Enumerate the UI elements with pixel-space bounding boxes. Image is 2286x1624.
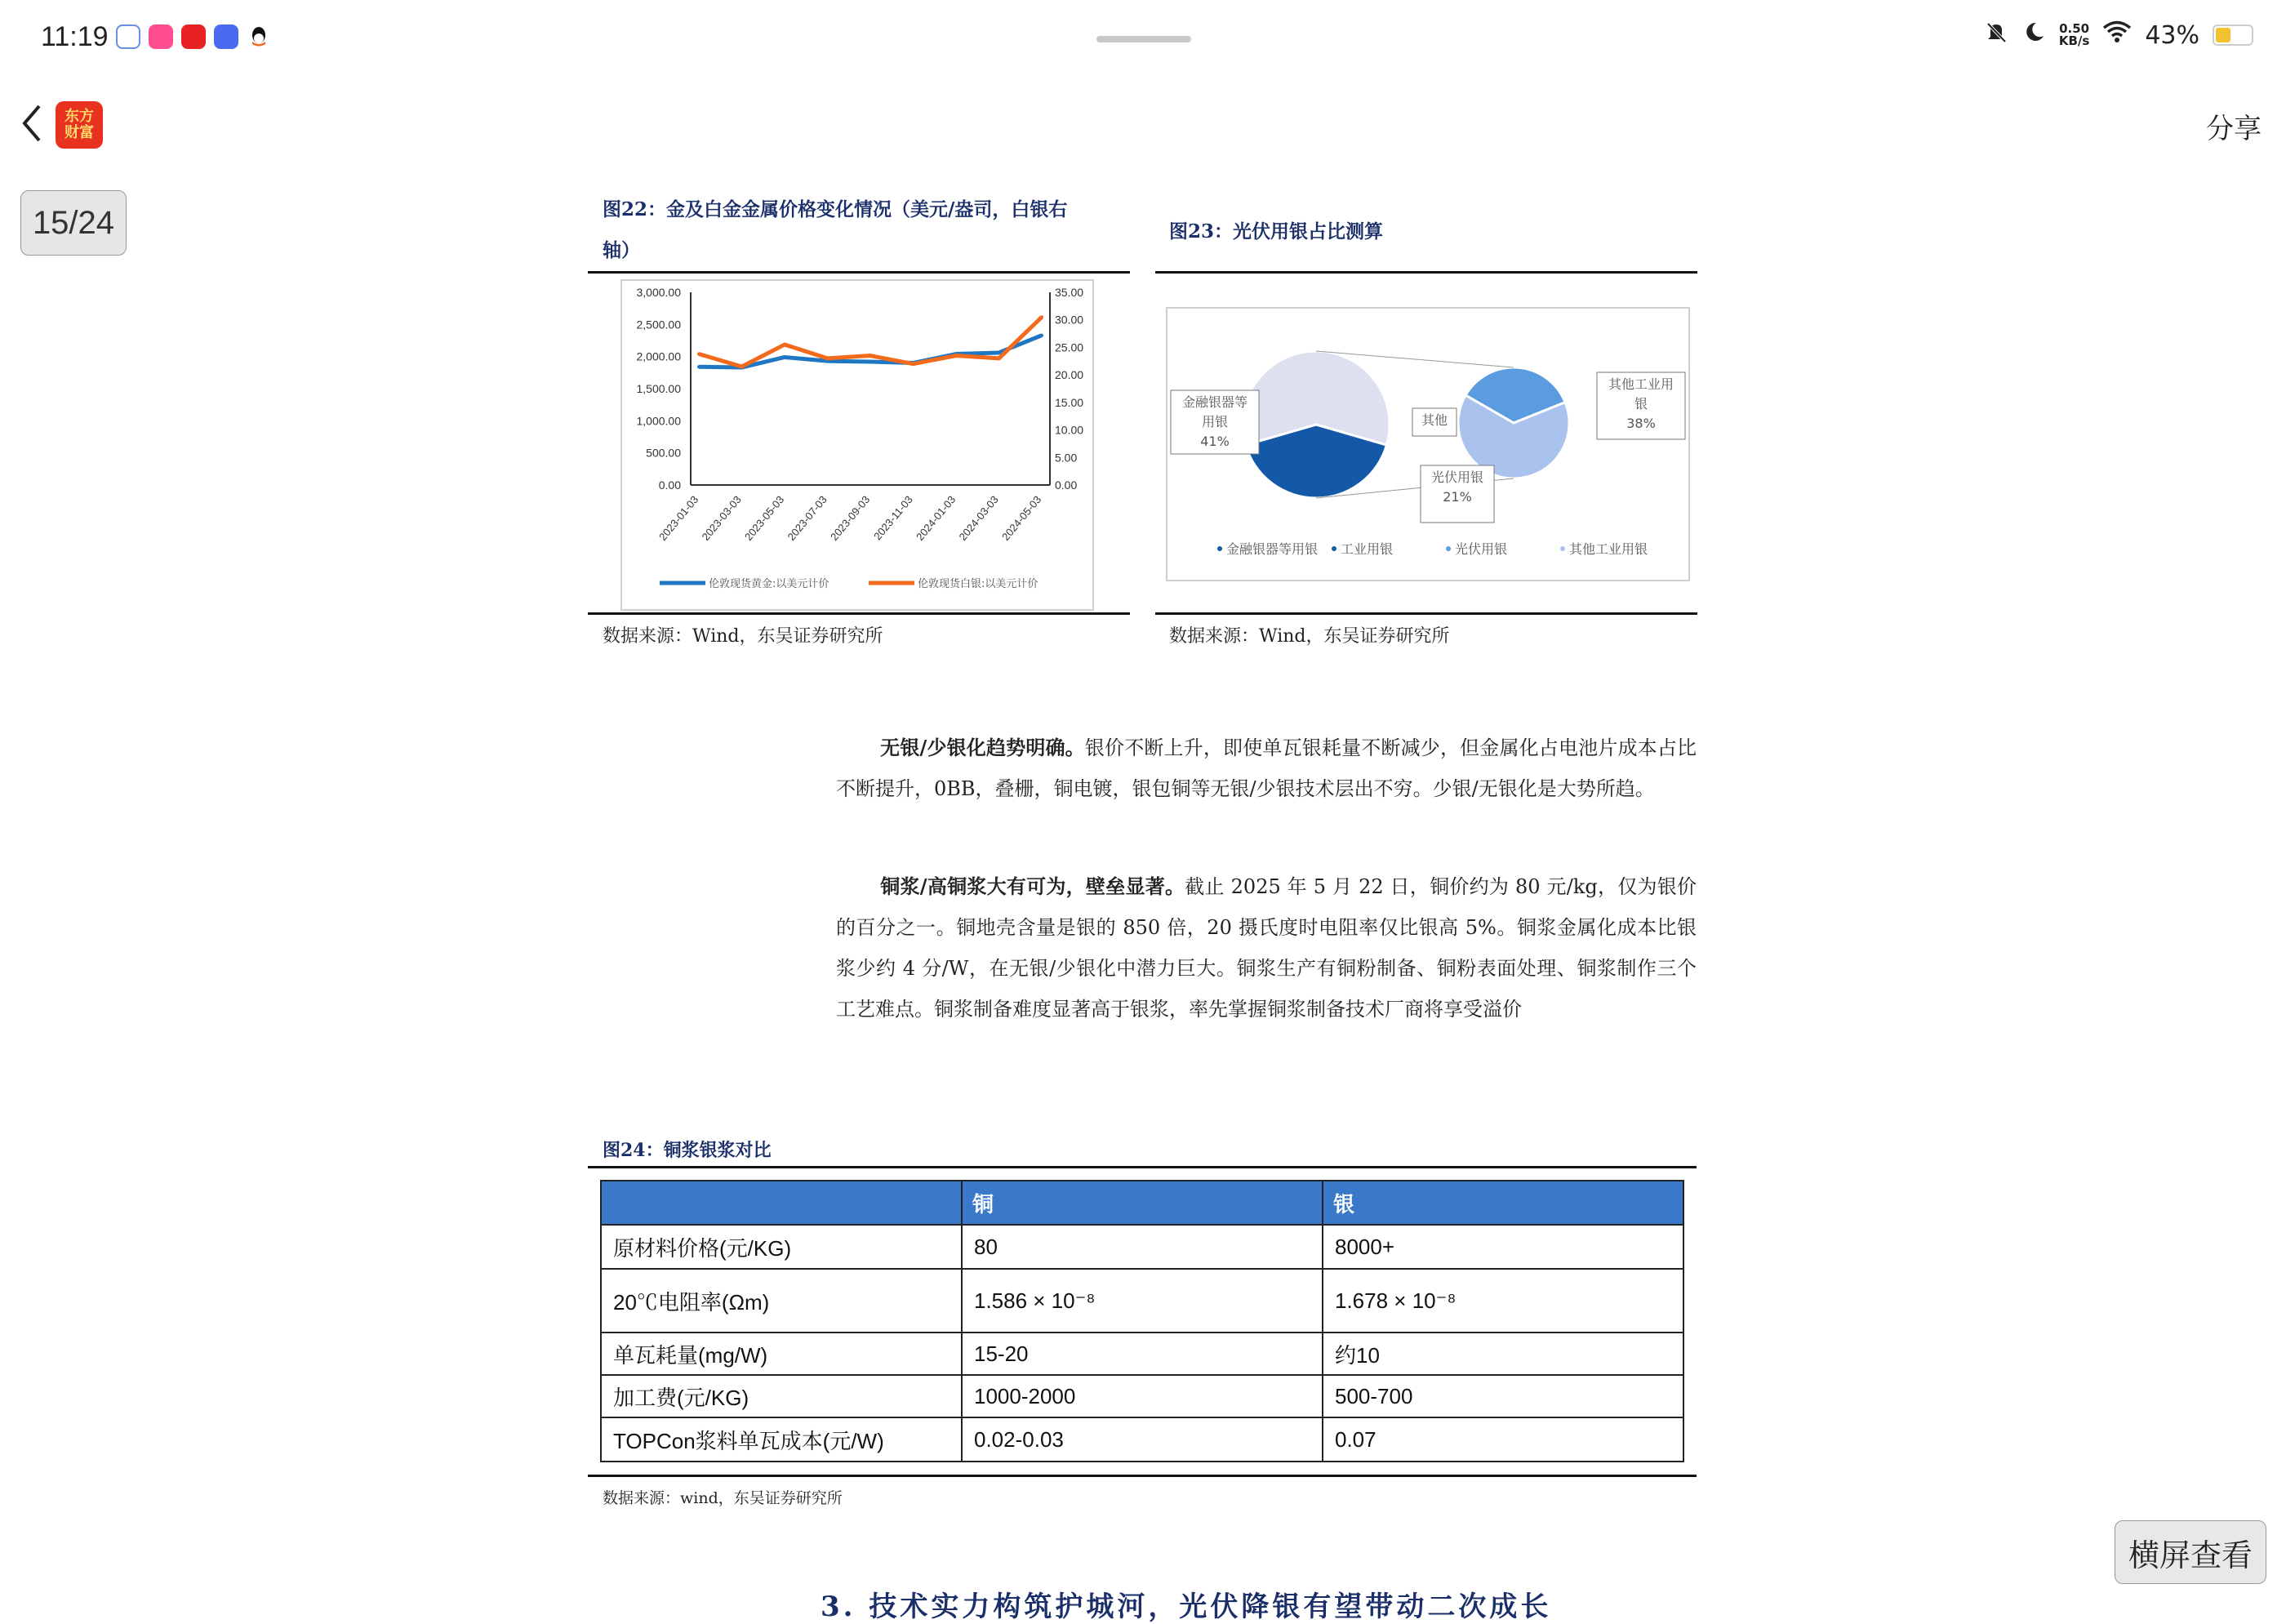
legend-label-1: 金融银器等用银 (1226, 541, 1319, 557)
series-point-2 (998, 357, 1001, 360)
figure24-top-rule (588, 1166, 1697, 1168)
share-button[interactable]: 分享 (2206, 113, 2262, 145)
figure22-title-line1: 图22：金及白金金属价格变化情况（美元/盎司，白银右 (603, 198, 1068, 220)
app-logo[interactable] (56, 101, 103, 149)
paragraph-1-body: 银价不断上升，即使单瓦银耗量不断减少，但金属化占电池片成本占比不断提升，0BB，叠栅，铜电镀，银包铜等无银/少银技术层出不穷。少银/无银化是大势所趋。 (836, 736, 1697, 800)
section-heading: 3. 技术实力构筑护城河，光伏降银有望带动二次成长 (821, 1591, 1552, 1623)
figure24-source: 数据来源：wind，东吴证券研究所 (603, 1489, 843, 1507)
series-point-2 (697, 353, 700, 356)
x-tick-label: 2023-05-03 (742, 493, 787, 543)
callout-pv-text: 光伏用银 (1430, 469, 1484, 485)
left-tick-label: 2,500.00 (636, 318, 681, 331)
pie-chart-svg (1167, 309, 1688, 580)
paragraph-1-lead: 无银/少银化趋势明确。 (880, 736, 1085, 759)
series-point-1 (998, 351, 1001, 354)
figure23-bottom-rule (1155, 612, 1697, 615)
table-cell: 8000+ (1323, 1225, 1683, 1269)
legend-label-4: 其他工业用银 (1569, 541, 1648, 557)
table-header-row (601, 1181, 1683, 1225)
left-tick-label: 1,500.00 (636, 382, 681, 395)
callout-pv-text: 21% (1443, 489, 1472, 505)
table-row (601, 1375, 1683, 1417)
table-cell: 0.02-0.03 (962, 1417, 1323, 1462)
app-icon-1 (116, 24, 140, 49)
drag-handle[interactable] (1096, 36, 1191, 42)
series-point-2 (869, 354, 872, 358)
table-row (601, 1225, 1683, 1269)
callout-finance-text: 用银 (1201, 414, 1229, 429)
table-cell: 15-20 (962, 1333, 1323, 1375)
table-cell: 单瓦耗量(mg/W) (601, 1333, 962, 1375)
x-tick-label: 2024-01-03 (914, 493, 958, 543)
series-point-1 (697, 365, 700, 368)
table-cell: 加工费(元/KG) (601, 1375, 962, 1417)
series-point-2 (954, 354, 958, 358)
table-cell: 1.586 × 10⁻⁸ (962, 1269, 1323, 1333)
series-point-2 (1040, 315, 1043, 318)
table-row (601, 1333, 1683, 1375)
chevron-left-icon (20, 103, 44, 144)
app-icon-3 (181, 24, 206, 49)
comparison-table (600, 1180, 1684, 1462)
callout-other-industry-text: 银 (1634, 396, 1648, 412)
series-point-2 (826, 357, 829, 360)
figure22-bottom-rule (588, 612, 1130, 615)
battery-fill (2216, 28, 2230, 42)
battery-percent: 43% (2145, 20, 2199, 50)
paragraph-1 (836, 727, 1697, 809)
net-speed (2059, 23, 2089, 47)
app-icon-2 (149, 24, 173, 49)
right-tick-label: 20.00 (1055, 368, 1084, 382)
legend-label-1: 伦敦现货黄金:以美元计价 (709, 578, 829, 590)
right-tick-label: 25.00 (1055, 340, 1084, 354)
paragraph-2-lead: 铜浆/高铜浆大有可为，壁垒显著。 (880, 874, 1185, 898)
right-tick-label: 10.00 (1055, 423, 1084, 437)
back-button[interactable] (11, 96, 52, 150)
left-tick-label: 1,000.00 (636, 414, 681, 428)
table-cell: 原材料价格(元/KG) (601, 1225, 962, 1269)
callout-other-industry-text: 38% (1626, 416, 1656, 431)
series-point-2 (783, 343, 786, 346)
callout-finance-text: 金融银器等 (1181, 394, 1248, 410)
right-tick-label: 30.00 (1055, 313, 1084, 327)
callout-other-industry-text: 其他工业用 (1608, 376, 1674, 392)
logo-line2: 财富 (64, 124, 94, 141)
legend-dot-4 (1560, 546, 1565, 551)
status-time: 11:19 (41, 21, 109, 52)
paragraph-2 (836, 866, 1697, 1030)
page-counter: 15/24 (20, 190, 127, 256)
table-cell: 1.678 × 10⁻⁸ (1323, 1269, 1683, 1333)
legend-dot-2 (1332, 546, 1336, 551)
right-tick-label: 5.00 (1055, 451, 1078, 465)
status-right-group (1984, 20, 2253, 51)
series-point-2 (741, 365, 744, 368)
paragraph-2-body: 截止 2025 年 5 月 22 日，铜价约为 80 元/kg，仅为银价的百分之一。铜地壳含量是银的 850 倍，20 摄氏度时电阻率仅比银高 5%。铜浆金属化成本比银浆少约 4 分/W，在无银/少银化中潜力巨大。铜浆生产有铜粉制备、铜粉表面处理、铜浆制作三个工艺难点。铜浆制备难度显著高于银浆，率先掌握铜浆制备技术厂商将享受溢价 (836, 875, 1697, 1021)
net-speed-value: 0.50 (2059, 21, 2090, 36)
right-tick-label: 15.00 (1055, 395, 1084, 409)
figure22-title-line2: 轴） (603, 239, 640, 261)
left-tick-label: 0.00 (658, 478, 681, 492)
x-tick-label: 2023-09-03 (828, 493, 873, 543)
table-row (601, 1417, 1683, 1462)
table-header-cell: 铜 (962, 1181, 1323, 1225)
table-cell: 约10 (1323, 1333, 1683, 1375)
comparison-table-wrap (600, 1180, 1684, 1462)
x-tick-label: 2023-11-03 (871, 493, 915, 543)
battery-icon (2213, 24, 2253, 46)
table-cell: 1000-2000 (962, 1375, 1323, 1417)
table-header-cell (601, 1181, 962, 1225)
mute-icon (1984, 20, 2008, 51)
wifi-icon (2102, 20, 2132, 50)
figure24-bottom-rule (588, 1475, 1697, 1477)
legend-dot-1 (1217, 546, 1222, 551)
legend-label-2: 工业用银 (1341, 541, 1394, 557)
right-tick-label: 35.00 (1055, 286, 1084, 299)
legend-dot-3 (1446, 546, 1451, 551)
logo-line1: 东方 (64, 108, 94, 125)
series-point-1 (1040, 334, 1043, 337)
x-tick-label: 2023-01-03 (656, 493, 701, 543)
series-point-1 (783, 355, 786, 358)
left-tick-label: 2,000.00 (636, 349, 681, 363)
table-cell: 80 (962, 1225, 1323, 1269)
x-tick-label: 2024-03-03 (956, 493, 1001, 543)
x-tick-label: 2024-05-03 (999, 493, 1044, 543)
left-tick-label: 500.00 (646, 446, 681, 460)
callout-other-text: 其他 (1421, 412, 1448, 428)
legend-label-2: 伦敦现货白银:以美元计价 (918, 578, 1038, 590)
x-tick-label: 2023-07-03 (785, 493, 829, 543)
right-tick-label: 0.00 (1055, 478, 1078, 492)
table-cell: TOPCon浆料单瓦成本(元/W) (601, 1417, 962, 1462)
qq-icon (247, 24, 271, 49)
figure23-top-rule (1155, 271, 1697, 274)
landscape-view-button[interactable]: 横屏查看 (2115, 1520, 2266, 1584)
figure23-title: 图23：光伏用银占比测算 (1169, 220, 1384, 242)
table-cell: 0.07 (1323, 1417, 1683, 1462)
callout-finance-text: 41% (1200, 434, 1230, 449)
x-tick-label: 2023-03-03 (699, 493, 744, 543)
figure22-title (603, 189, 1133, 271)
series-line-2 (699, 317, 1042, 367)
left-tick-label: 3,000.00 (636, 286, 681, 299)
figure24-title: 图24：铜浆银浆对比 (603, 1140, 772, 1161)
line-chart-svg (622, 281, 1092, 609)
series-point-2 (912, 363, 915, 366)
figure23-chart (1166, 307, 1690, 581)
table-cell: 500-700 (1323, 1375, 1683, 1417)
moon-icon (2021, 20, 2046, 51)
table-header-cell: 银 (1323, 1181, 1683, 1225)
table-row (601, 1269, 1683, 1333)
figure22-chart (620, 279, 1094, 611)
status-app-icons (116, 24, 271, 49)
table-cell: 20℃电阻率(Ωm) (601, 1269, 962, 1333)
figure23-source: 数据来源：Wind，东吴证券研究所 (1169, 626, 1450, 647)
figure22-top-rule (588, 271, 1130, 274)
net-speed-unit: KB/s (2058, 33, 2090, 48)
app-icon-4 (214, 24, 238, 49)
legend-label-3: 光伏用银 (1455, 541, 1508, 557)
figure22-source: 数据来源：Wind，东吴证券研究所 (603, 626, 883, 647)
series-point-1 (869, 360, 872, 363)
